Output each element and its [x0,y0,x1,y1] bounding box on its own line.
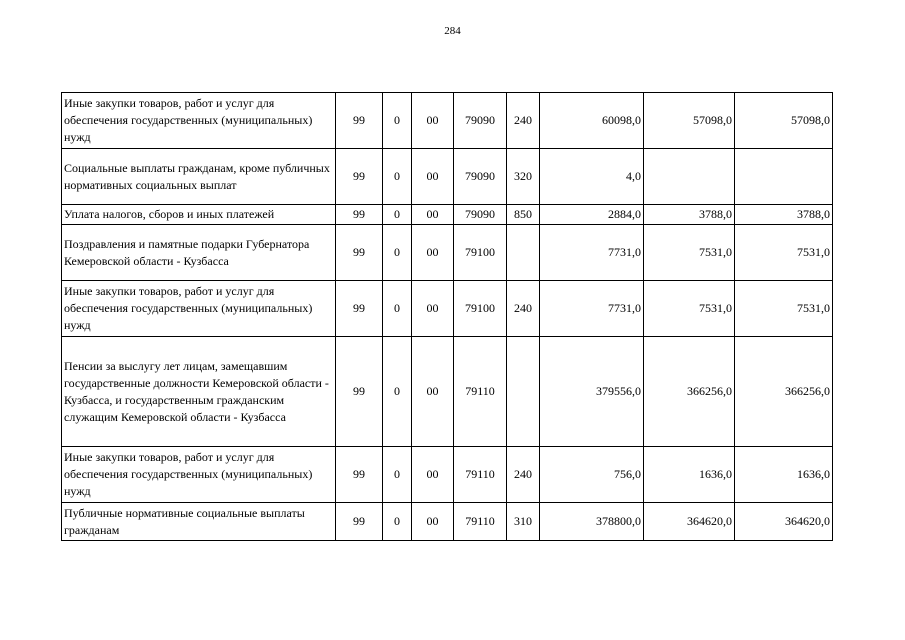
code-cell: 310 [507,503,540,541]
table-row [62,205,833,225]
code-cell [507,225,540,281]
amount-cell: 1636,0 [644,447,735,503]
table-row [62,447,833,503]
amount-cell: 3788,0 [644,205,735,225]
amount-cell: 378800,0 [540,503,644,541]
code-cell: 0 [383,503,412,541]
table-row [62,281,833,337]
amount-cell: 364620,0 [735,503,833,541]
code-cell: 99 [336,281,383,337]
amount-cell: 7731,0 [540,281,644,337]
code-cell: 240 [507,281,540,337]
code-cell: 00 [412,503,454,541]
amount-cell [735,149,833,205]
amount-cell: 366256,0 [644,337,735,447]
page-number: 284 [444,25,461,37]
amount-cell [644,149,735,205]
code-cell: 79090 [454,205,507,225]
code-cell: 99 [336,337,383,447]
amount-cell: 2884,0 [540,205,644,225]
code-cell: 00 [412,149,454,205]
amount-cell: 7731,0 [540,225,644,281]
amount-cell: 7531,0 [644,225,735,281]
table-row [62,225,833,281]
table-row [62,149,833,205]
code-cell: 99 [336,149,383,205]
row-name: Поздравления и памятные подарки Губернатора Кемеровской области - Кузбасса [62,225,336,281]
table-row [62,337,833,447]
code-cell: 0 [383,205,412,225]
row-name: Публичные нормативные социальные выплаты гражданам [62,503,336,541]
row-name: Уплата налогов, сборов и иных платежей [62,205,336,225]
code-cell: 99 [336,93,383,149]
code-cell: 79110 [454,447,507,503]
code-cell: 0 [383,337,412,447]
code-cell: 00 [412,281,454,337]
code-cell: 99 [336,225,383,281]
code-cell: 320 [507,149,540,205]
code-cell: 99 [336,205,383,225]
code-cell: 00 [412,93,454,149]
code-cell: 0 [383,447,412,503]
code-cell: 0 [383,225,412,281]
amount-cell: 57098,0 [644,93,735,149]
amount-cell: 7531,0 [735,225,833,281]
code-cell: 79110 [454,337,507,447]
code-cell: 0 [383,93,412,149]
row-name: Иные закупки товаров, работ и услуг для обеспечения государственных (муниципальных) нужд [62,281,336,337]
code-cell: 99 [336,447,383,503]
amount-cell: 1636,0 [735,447,833,503]
code-cell: 79100 [454,281,507,337]
amount-cell: 60098,0 [540,93,644,149]
table-row [62,93,833,149]
code-cell: 00 [412,205,454,225]
amount-cell: 379556,0 [540,337,644,447]
code-cell: 79110 [454,503,507,541]
amount-cell: 7531,0 [735,281,833,337]
amount-cell: 364620,0 [644,503,735,541]
amount-cell: 4,0 [540,149,644,205]
row-name: Иные закупки товаров, работ и услуг для обеспечения государственных (муниципальных) нужд [62,93,336,149]
code-cell: 240 [507,93,540,149]
code-cell: 79100 [454,225,507,281]
amount-cell: 57098,0 [735,93,833,149]
code-cell [507,337,540,447]
code-cell: 00 [412,225,454,281]
code-cell: 850 [507,205,540,225]
row-name: Социальные выплаты гражданам, кроме публичных нормативных социальных выплат [62,149,336,205]
code-cell: 240 [507,447,540,503]
row-name: Пенсии за выслугу лет лицам, замещавшим государственные должности Кемеровской области - Кузбасса, и государственным гражданским служащим Кемеровской области - Кузбасса [62,337,336,447]
code-cell: 0 [383,281,412,337]
code-cell: 79090 [454,149,507,205]
row-name: Иные закупки товаров, работ и услуг для обеспечения государственных (муниципальных) нужд [62,447,336,503]
code-cell: 99 [336,503,383,541]
amount-cell: 366256,0 [735,337,833,447]
code-cell: 00 [412,447,454,503]
amount-cell: 7531,0 [644,281,735,337]
amount-cell: 3788,0 [735,205,833,225]
budget-table [61,92,833,541]
code-cell: 0 [383,149,412,205]
amount-cell: 756,0 [540,447,644,503]
code-cell: 79090 [454,93,507,149]
table-row [62,503,833,541]
code-cell: 00 [412,337,454,447]
